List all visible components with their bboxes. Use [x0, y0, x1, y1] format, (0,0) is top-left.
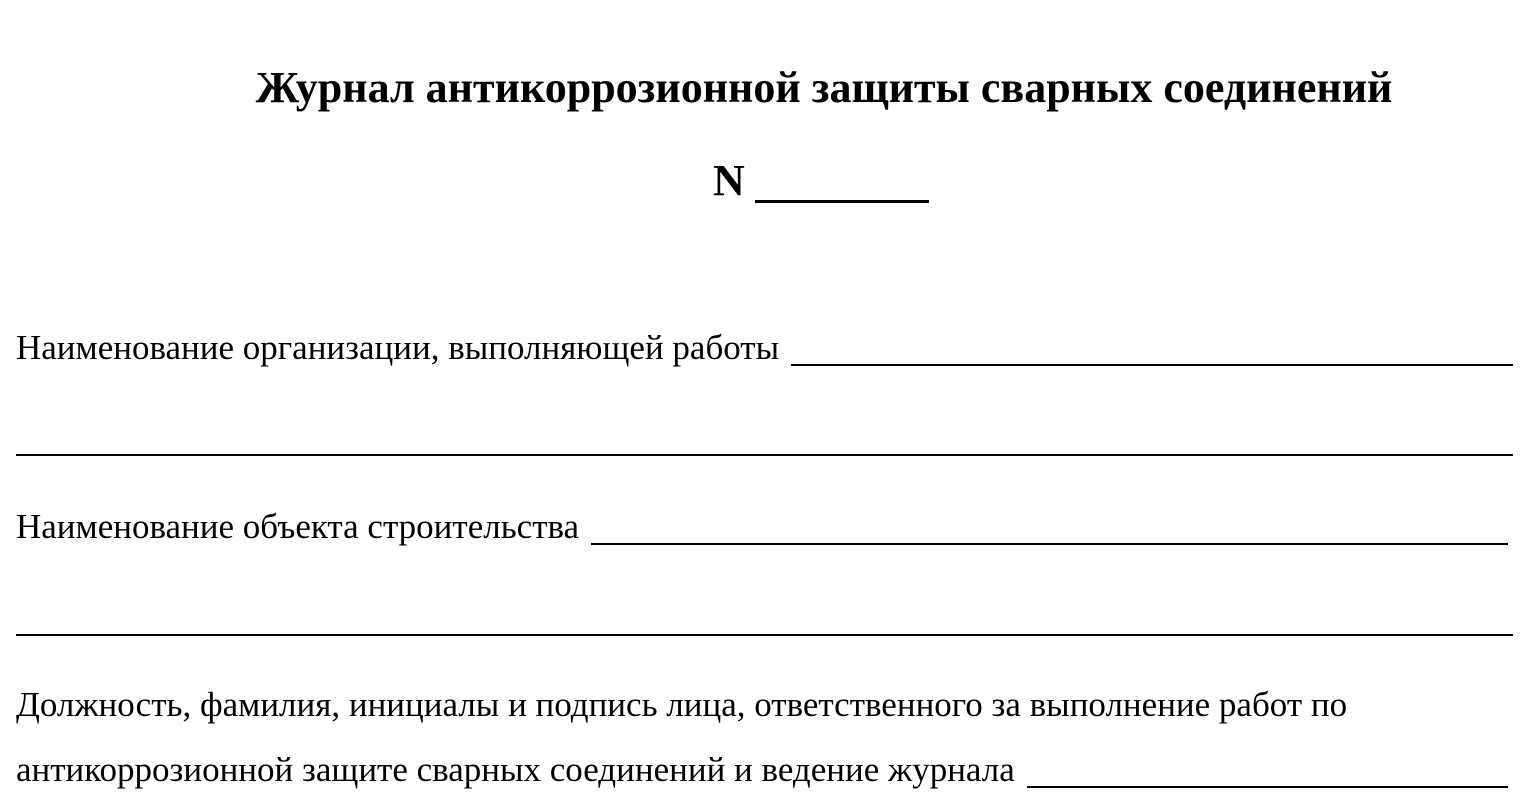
construction-object-field[interactable]: [591, 509, 1508, 545]
journal-number-label: N: [713, 156, 745, 205]
construction-object-row: [16, 505, 1508, 549]
organization-label: Наименование организации, выполняющей работы: [16, 328, 780, 367]
responsible-person-label-line1: Должность, фамилия, инициалы и подпись лица, ответственного за выполнение работ по: [16, 685, 1348, 724]
journal-number-field[interactable]: [755, 155, 929, 203]
organization-row: [16, 326, 1513, 370]
responsible-person-label-line2: антикоррозионной защите сварных соединений и ведение журнала: [16, 750, 1015, 789]
responsible-person-field[interactable]: [1027, 752, 1508, 788]
responsible-person-row: [16, 748, 1508, 792]
journal-title: Журнал антикоррозионной защиты сварных соединений: [255, 63, 1393, 112]
construction-object-label: Наименование объекта строительства: [16, 507, 580, 546]
journal-number-row: [713, 155, 929, 207]
organization-field-continuation[interactable]: [16, 454, 1513, 456]
construction-object-field-continuation[interactable]: [16, 634, 1513, 636]
organization-field[interactable]: [791, 330, 1513, 366]
